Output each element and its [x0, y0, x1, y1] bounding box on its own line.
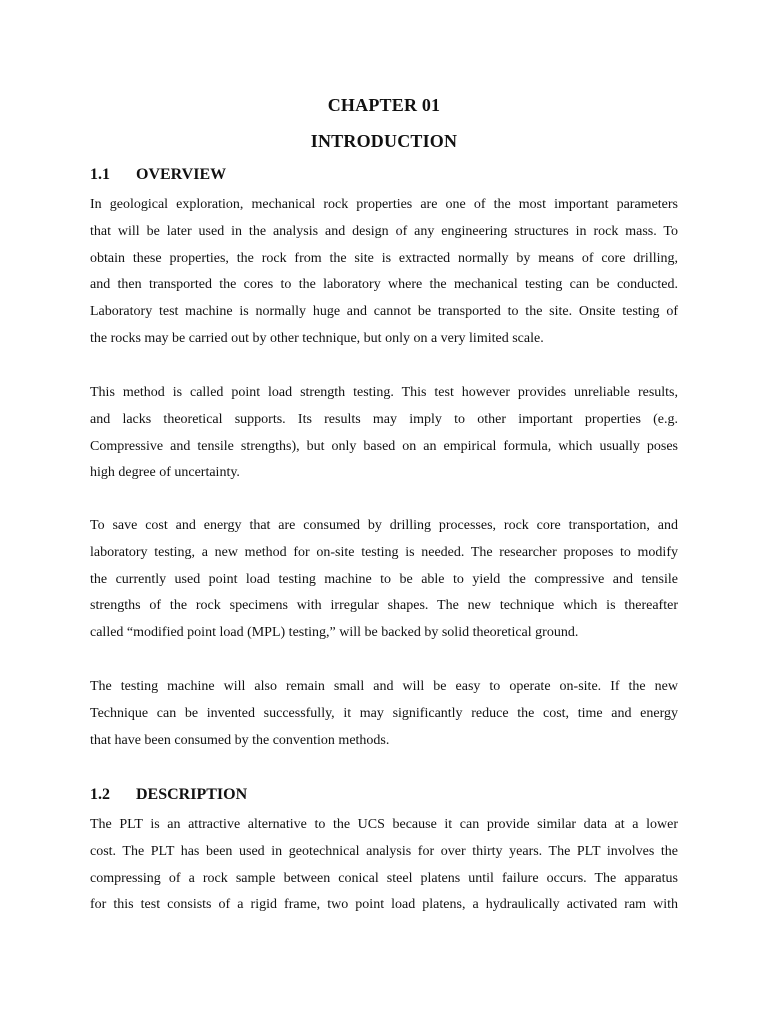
text-line: obtain these properties, the rock from the site is extracted normally by means of core drilling, [90, 250, 678, 266]
text-line: laboratory testing, a new method for on-site testing is needed. The researcher proposes to modify [90, 544, 678, 560]
text-line: the currently used point load testing machine to be able to yield the compressive and tensile [90, 571, 678, 587]
paragraph [90, 192, 678, 353]
paragraph [90, 513, 678, 647]
section-heading-overview [90, 166, 226, 184]
section-heading-description [90, 786, 247, 804]
paragraph [90, 380, 678, 487]
section-title: OVERVIEW [136, 166, 227, 183]
section-number: 1.2 [90, 786, 110, 803]
text-line: and lacks theoretical supports. Its results may imply to other important properties (e.g. [90, 411, 678, 427]
text-line: strengths of the rock specimens with irregular shapes. The new technique which is thereafter [90, 598, 678, 614]
text-line: for this test consists of a rigid frame, two point load platens, a hydraulically activated ram with [90, 897, 678, 913]
text-line: To save cost and energy that are consumed by drilling processes, rock core transportation, and [90, 518, 678, 533]
text-line: In geological exploration, mechanical rock properties are one of the most important parameters [90, 197, 678, 212]
section-number: 1.1 [90, 166, 110, 183]
text-line: called “modified point load (MPL) testing,” will be backed by solid theoretical ground. [90, 625, 579, 641]
text-line: Technique can be invented successfully, it may significantly reduce the cost, time and energy [90, 705, 678, 721]
section-title: DESCRIPTION [136, 786, 248, 803]
chapter-title: INTRODUCTION [310, 131, 458, 151]
text-line: and then transported the cores to the laboratory where the mechanical testing can be conducted. [90, 277, 678, 293]
text-line: This method is called point load strength testing. This test however provides unreliable results, [90, 385, 678, 400]
text-line: Laboratory test machine is normally huge and cannot be transported to the site. Onsite testing of [90, 304, 678, 320]
text-line: The PLT is an attractive alternative to the UCS because it can provide similar data at a lower [90, 817, 678, 832]
chapter-label: CHAPTER 01 [327, 95, 441, 115]
text-line: The testing machine will also remain small and will be easy to operate on-site. If the new [90, 679, 678, 694]
paragraph [90, 674, 678, 754]
text-line: cost. The PLT has been used in geotechnical analysis for over thirty years. The PLT involves the [90, 843, 678, 859]
paragraph [90, 812, 678, 919]
text-line: Compressive and tensile strengths), but only based on an empirical formula, which usually poses [90, 438, 678, 454]
text-line: that have been consumed by the convention methods. [90, 732, 390, 748]
text-line: that will be later used in the analysis and design of any engineering structures in rock mass. To [90, 223, 678, 239]
text-line: compressing of a rock sample between conical steel platens until failure occurs. The apparatus [90, 870, 678, 886]
text-line: high degree of uncertainty. [90, 465, 240, 481]
text-line: the rocks may be carried out by other technique, but only on a very limited scale. [90, 330, 544, 346]
